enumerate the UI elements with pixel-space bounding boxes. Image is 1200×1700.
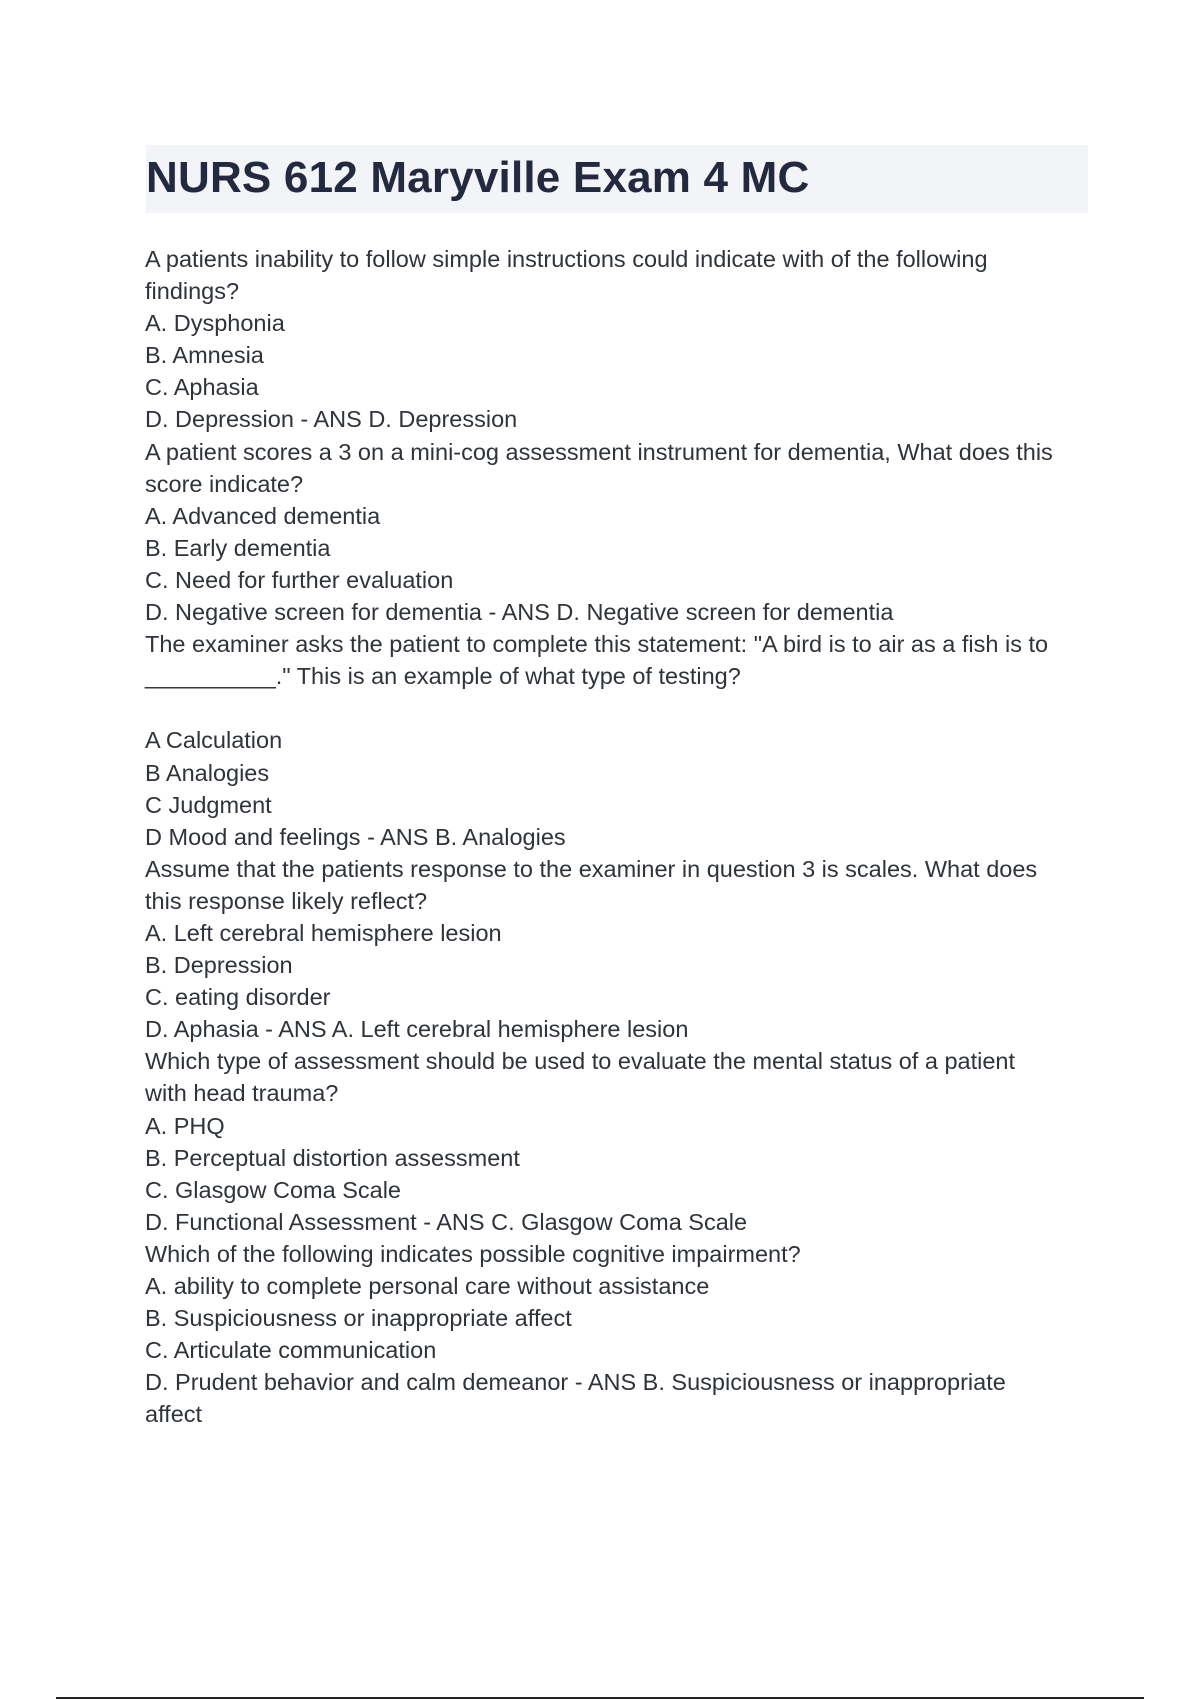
text-line: affect	[145, 1401, 203, 1428]
text-line: D. Aphasia - ANS A. Left cerebral hemisphere lesion	[145, 1016, 689, 1043]
text-line: A patient scores a 3 on a mini-cog assessment instrument for dementia, What does this	[145, 438, 1053, 465]
document-body	[145, 243, 1090, 1430]
blank-line	[145, 692, 1090, 724]
text-line: Assume that the patients response to the examiner in question 3 is scales. What does	[145, 855, 1038, 882]
text-line: A Calculation	[145, 727, 283, 754]
text-line: findings?	[145, 278, 240, 305]
text-line: __________." This is an example of what type of testing?	[145, 663, 741, 690]
text-line: D. Depression - ANS D. Depression	[145, 406, 518, 433]
text-line: The examiner asks the patient to complete this statement: "A bird is to air as a fish is to	[145, 631, 1049, 658]
text-line: D Mood and feelings - ANS B. Analogies	[145, 823, 566, 850]
text-line: Which type of assessment should be used to evaluate the mental status of a patient	[145, 1048, 1016, 1075]
text-line: with head trauma?	[145, 1080, 339, 1107]
text-line: B. Depression	[145, 952, 293, 979]
text-line: D. Prudent behavior and calm demeanor - ANS B. Suspiciousness or inappropriate	[145, 1369, 1006, 1396]
text-line: C. eating disorder	[145, 984, 331, 1011]
text-line: A. Left cerebral hemisphere lesion	[145, 919, 502, 946]
text-line: A. Advanced dementia	[145, 502, 381, 529]
text-line: Which of the following indicates possible cognitive impairment?	[145, 1240, 801, 1267]
text-line: D. Functional Assessment - ANS C. Glasgow Coma Scale	[145, 1208, 748, 1235]
text-line: B. Amnesia	[145, 342, 264, 369]
text-line: D. Negative screen for dementia - ANS D. Negative screen for dementia	[145, 599, 894, 626]
text-line: B Analogies	[145, 759, 270, 786]
bottom-divider	[56, 1697, 1144, 1699]
page-title: NURS 612 Maryville Exam 4 MC	[146, 153, 810, 202]
text-line: C. Need for further evaluation	[145, 566, 454, 593]
text-line: A. PHQ	[145, 1112, 225, 1139]
text-line: C. Aphasia	[145, 374, 259, 401]
text-line: this response likely reflect?	[145, 887, 428, 914]
text-line: C. Articulate communication	[145, 1337, 437, 1364]
text-line: C. Glasgow Coma Scale	[145, 1176, 401, 1203]
text-line: A patients inability to follow simple instructions could indicate with of the following	[145, 246, 988, 272]
text-line: score indicate?	[145, 470, 304, 497]
text-line: A. ability to complete personal care without assistance	[145, 1273, 710, 1299]
text-line: A. Dysphonia	[145, 310, 285, 337]
title-banner	[146, 145, 1088, 213]
text-line: B. Suspiciousness or inappropriate affect	[145, 1305, 572, 1332]
text-line: B. Perceptual distortion assessment	[145, 1144, 520, 1171]
text-line: C Judgment	[145, 791, 272, 818]
text-line: B. Early dementia	[145, 534, 331, 561]
